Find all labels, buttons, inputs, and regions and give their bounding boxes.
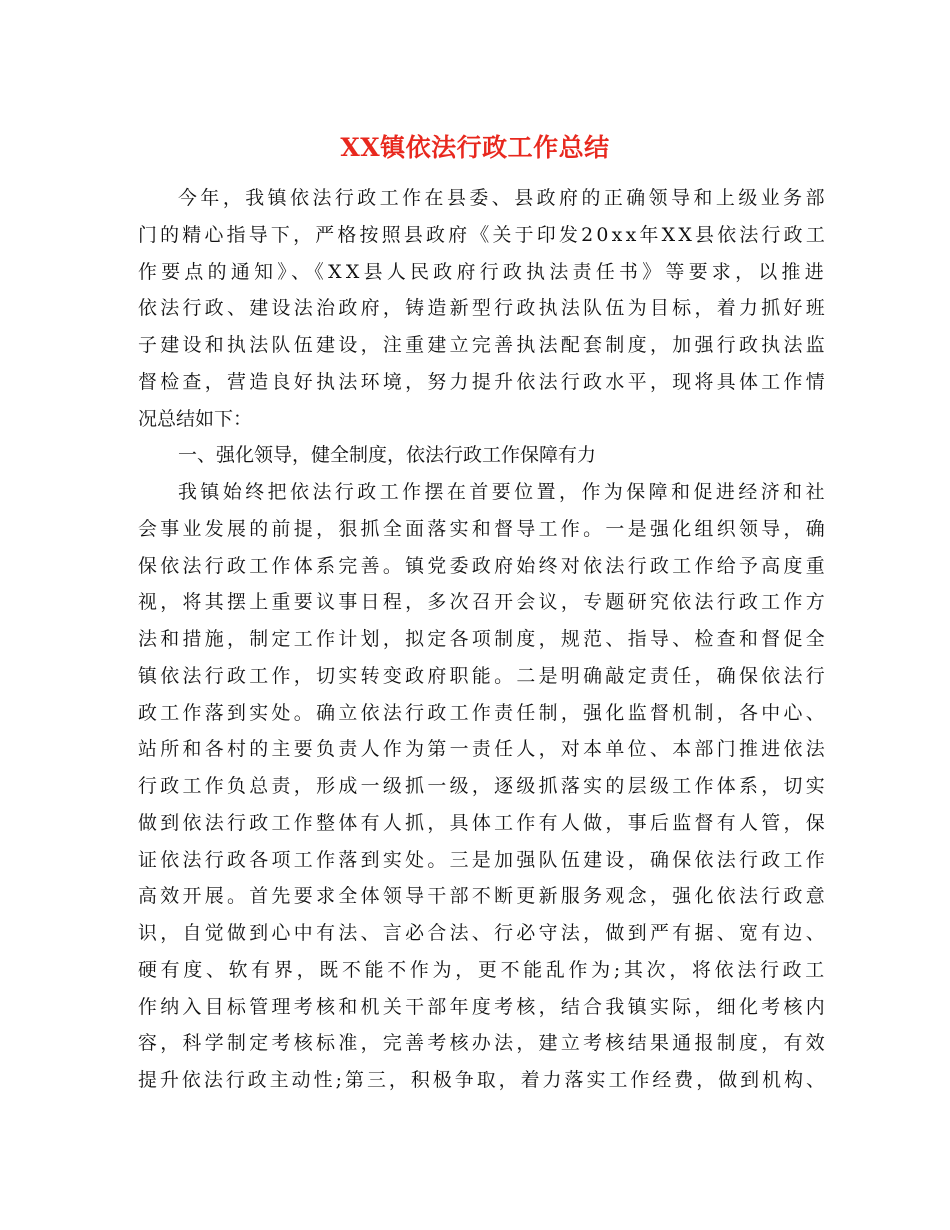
text-line: 况总结如下： [138, 407, 253, 430]
text-line: 镇依法行政工作，切实转变政府职能。二是明确敲定责任，确保依法行 [138, 664, 829, 687]
text-line: 站所和各村的主要负责人作为第一责任人，对本单位、本部门推进依法 [138, 738, 829, 761]
text-line: 作纳入目标管理考核和机关干部年度考核，结合我镇实际，细化考核内 [138, 995, 829, 1018]
text-line: 作要点的通知》、《XX县人民政府行政执法责任书》等要求，以推进 [138, 260, 829, 283]
text-line: 高效开展。首先要求全体领导干部不断更新服务观念，强化依法行政意 [138, 885, 829, 908]
text-line: 依法行政、建设法治政府，铸造新型行政执法队伍为目标，着力抓好班 [138, 297, 829, 320]
text-line: 今年，我镇依法行政工作在县委、县政府的正确领导和上级业务部 [178, 187, 829, 209]
text-line: 一、强化领导，健全制度，依法行政工作保障有力 [178, 444, 597, 467]
text-line: 门的精心指导下，严格按照县政府《关于印发20xx年XX县依法行政工 [138, 223, 828, 246]
text-line: 提升依法行政主动性;第三，积极争取，着力落实工作经费，做到机构、 [138, 1069, 828, 1091]
text-line: 保依法行政工作体系完善。镇党委政府始终对依法行政工作给予高度重 [138, 554, 829, 577]
document-title: XX镇依法行政工作总结 [340, 133, 610, 162]
document-body [138, 180, 828, 1099]
text-line: 行政工作负总责，形成一级抓一级，逐级抓落实的层级工作体系，切实 [138, 775, 829, 797]
text-line: 督检查，营造良好执法环境，努力提升依法行政水平，现将具体工作情 [138, 370, 829, 393]
text-line: 容，科学制定考核标准，完善考核办法，建立考核结果通报制度，有效 [138, 1032, 829, 1055]
text-line: 政工作落到实处。确立依法行政工作责任制，强化监督机制，各中心、 [138, 701, 829, 724]
text-line: 硬有度、软有界，既不能不作为，更不能乱作为;其次，将依法行政工 [138, 958, 828, 981]
text-line: 视，将其摆上重要议事日程，多次召开会议，专题研究依法行政工作方 [138, 591, 829, 614]
text-line: 法和措施，制定工作计划，拟定各项制度，规范、指导、检查和督促全 [138, 628, 829, 650]
text-line: 我镇始终把依法行政工作摆在首要位置，作为保障和促进经济和社 [178, 481, 829, 503]
text-line: 证依法行政各项工作落到实处。三是加强队伍建设，确保依法行政工作 [138, 848, 829, 871]
text-line: 识，自觉做到心中有法、言必合法、行必守法，做到严有据、宽有边、 [138, 922, 829, 944]
text-line: 子建设和执法队伍建设，注重建立完善执法配套制度，加强行政执法监 [138, 334, 829, 356]
text-line: 会事业发展的前提，狠抓全面落实和督导工作。一是强化组织领导，确 [138, 517, 829, 540]
text-line: 做到依法行政工作整体有人抓，具体工作有人做，事后监督有人管，保 [138, 811, 829, 834]
